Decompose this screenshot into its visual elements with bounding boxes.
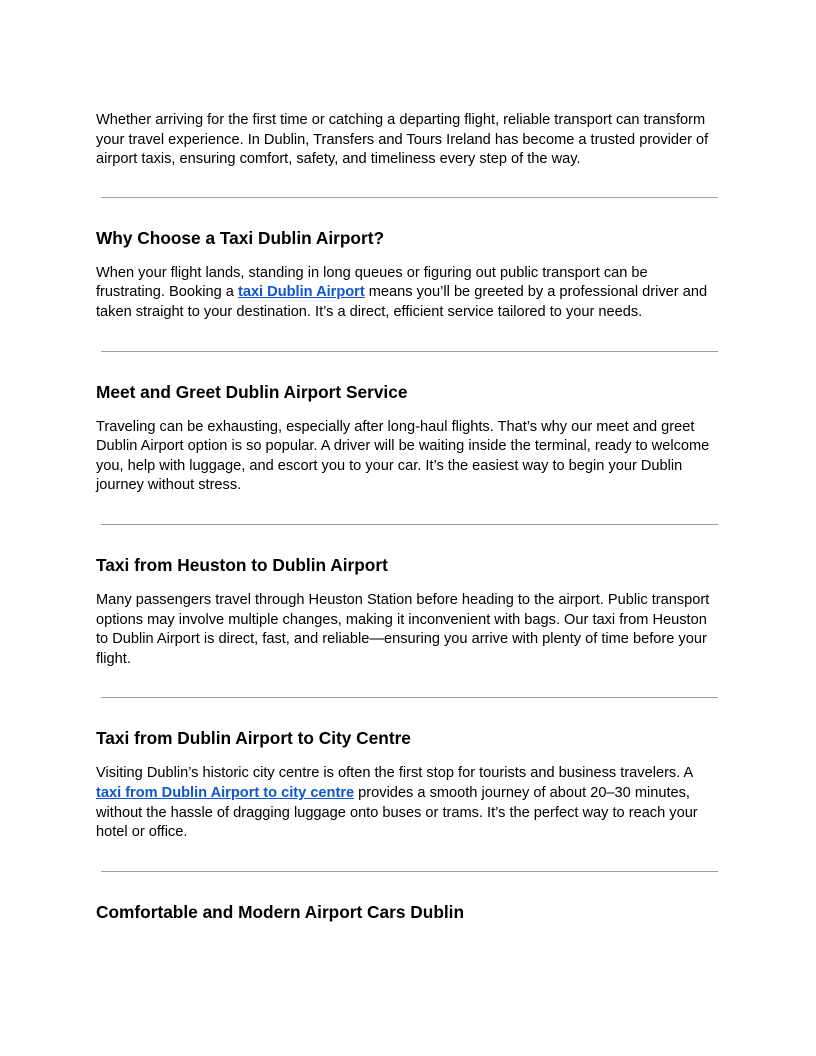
paragraph-text: provides a smooth journey of about 20–30 minutes, without the hassle of dragging luggage onto buses or trams. It’s the perfect way to reach your hotel or office. bbox=[96, 784, 698, 841]
intro-paragraph: Whether arriving for the first time or catching a departing flight, reliable transport can transform your travel experience. In Dublin, Transfers and Tours Ireland has become a trusted provider of airport taxis, ensuring comfort, safety, and timeliness every step of the way. bbox=[96, 112, 709, 168]
section-divider bbox=[101, 524, 718, 525]
document-page bbox=[96, 111, 720, 923]
section-divider bbox=[101, 871, 718, 872]
section-heading: Taxi from Dublin Airport to City Centre bbox=[96, 728, 411, 749]
section-heading: Why Choose a Taxi Dublin Airport? bbox=[96, 227, 385, 248]
section-why-choose bbox=[96, 227, 720, 323]
section-airport-cars bbox=[96, 901, 720, 923]
taxi-airport-city-centre-link[interactable]: taxi from Dublin Airport to city centre bbox=[96, 784, 355, 801]
section-paragraph: Many passengers travel through Heuston Station before heading to the airport. Public transport options may involve multiple changes, making it inconvenient with bags. Our taxi from Heuston to Dublin Airport is direct, fast, and reliable—ensuring you arrive with plenty of time before your flight. bbox=[96, 591, 710, 667]
section-divider bbox=[101, 697, 718, 698]
section-heuston bbox=[96, 554, 720, 669]
paragraph-text: When your flight lands, standing in long queues or figuring out public transport can be frustrating. Booking a bbox=[96, 264, 648, 301]
section-paragraph bbox=[96, 764, 720, 842]
section-city-centre bbox=[96, 727, 720, 842]
section-paragraph bbox=[96, 264, 720, 323]
section-divider bbox=[101, 351, 718, 352]
taxi-dublin-airport-link[interactable]: taxi Dublin Airport bbox=[237, 284, 365, 301]
section-heading: Meet and Greet Dublin Airport Service bbox=[96, 381, 408, 402]
section-divider bbox=[101, 197, 718, 198]
section-meet-and-greet bbox=[96, 381, 720, 496]
section-heading: Taxi from Heuston to Dublin Airport bbox=[96, 554, 388, 575]
section-heading: Comfortable and Modern Airport Cars Dublin bbox=[96, 901, 465, 922]
section-paragraph: Traveling can be exhausting, especially after long-haul flights. That’s why our meet and greet Dublin Airport option is so popular. A driver will be waiting inside the terminal, ready to welcome you, help with luggage, and escort you to your car. It’s the easiest way to begin your Dublin journey without stress. bbox=[96, 418, 710, 494]
paragraph-text: means you’ll be greeted by a professional driver and taken straight to your destination. It’s a direct, efficient service tailored to your needs. bbox=[96, 284, 708, 320]
paragraph-text: Visiting Dublin’s historic city centre is often the first stop for tourists and business travelers. A bbox=[96, 765, 693, 782]
